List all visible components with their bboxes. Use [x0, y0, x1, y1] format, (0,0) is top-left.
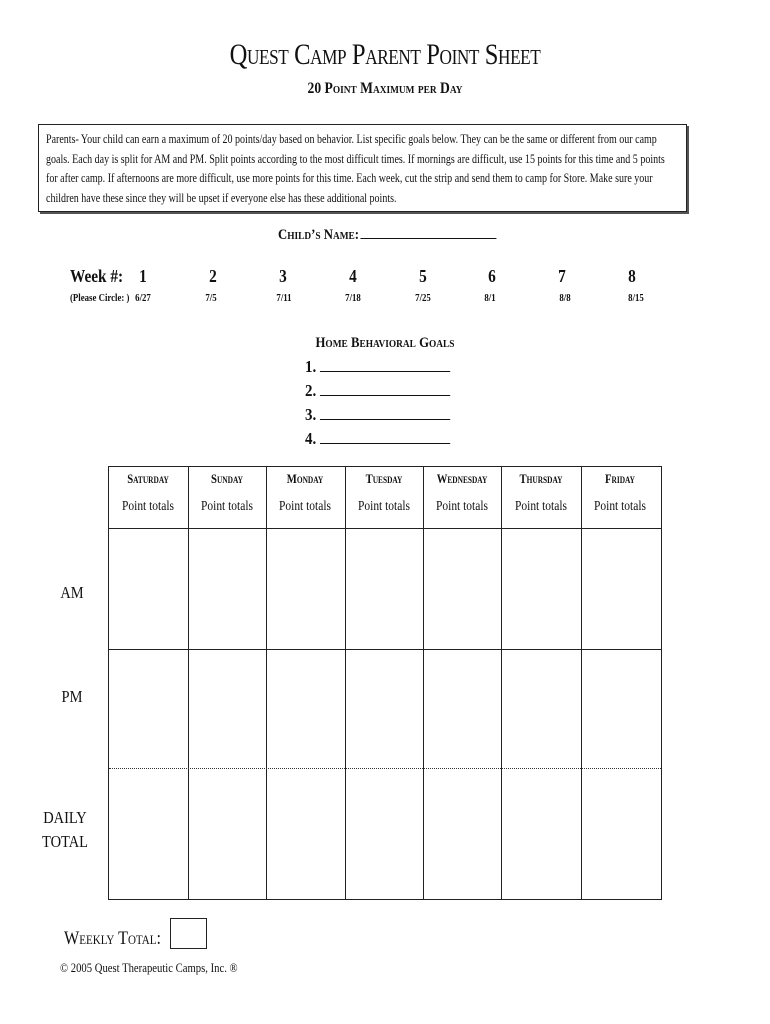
column-divider [581, 467, 582, 899]
goal-line[interactable] [320, 380, 450, 396]
goal-row[interactable] [305, 356, 450, 377]
week-date: 7/11 [276, 292, 292, 304]
week-date: 8/15 [628, 292, 644, 304]
week-number[interactable]: 4 [349, 266, 357, 286]
goal-line[interactable] [320, 404, 450, 420]
week-label: Week #: [70, 266, 124, 286]
point-totals-label: Point totals [279, 499, 331, 514]
day-header-saturday: Saturday [127, 471, 169, 486]
day-header-tuesday: Tuesday [365, 471, 403, 486]
goal-number: 1. [305, 357, 317, 376]
week-number[interactable]: 6 [488, 266, 496, 286]
week-date: 8/8 [559, 292, 571, 304]
column-divider [423, 467, 424, 899]
goal-number: 3. [305, 405, 317, 424]
header-divider [109, 528, 661, 529]
page-title: Quest Camp Parent Point Sheet [229, 38, 541, 71]
day-header-sunday: Sunday [211, 471, 243, 486]
day-header-wednesday: Wednesday [436, 471, 488, 486]
point-totals-label: Point totals [358, 499, 410, 514]
child-name-label: Child’s Name: [278, 227, 360, 243]
week-number[interactable]: 2 [209, 266, 217, 286]
day-header-thursday: Thursday [519, 471, 563, 486]
child-name-line[interactable] [361, 224, 497, 239]
goals-title: Home Behavioral Goals [315, 335, 455, 351]
column-divider [188, 467, 189, 899]
point-totals-label: Point totals [122, 499, 174, 514]
goal-row[interactable] [305, 428, 450, 449]
week-number[interactable]: 7 [558, 266, 566, 286]
goal-line[interactable] [320, 356, 450, 372]
row-label-daily-total [35, 806, 95, 854]
goal-row[interactable] [305, 404, 450, 425]
week-date: 7/18 [345, 292, 361, 304]
week-date: 7/25 [415, 292, 431, 304]
point-totals-label: Point totals [594, 499, 646, 514]
goal-number: 2. [305, 381, 317, 400]
child-name-field[interactable] [278, 224, 497, 244]
week-number[interactable]: 8 [628, 266, 636, 286]
copyright-text: © 2005 Quest Therapeutic Camps, Inc. ® [60, 960, 238, 975]
row-label-daily: DAILY [43, 808, 87, 827]
instructions-text: Parents- Your child can earn a maximum of 20 points/day based on behavior. List specific goals below. They can be the same or different from our camp goals. Each day is split for AM and PM. Split points according to the most difficult times. If mornings are difficult, use 15 points for this time and 5 points for after camp. If afternoons are more difficult, use more points for this time. Each week, cut the strip and send them to camp for Store. Make sure your children have these since they will be upset if everyone else has these additional points. [46, 131, 665, 205]
point-totals-label: Point totals [436, 499, 488, 514]
please-circle-label: (Please Circle: ) [70, 292, 130, 304]
week-date: 7/5 [205, 292, 217, 304]
weekly-total-box[interactable] [170, 918, 207, 949]
week-number[interactable]: 1 [139, 266, 147, 286]
point-totals-label: Point totals [201, 499, 253, 514]
goal-line[interactable] [320, 428, 450, 444]
row-label-pm: PM [61, 687, 83, 706]
row-label-am: AM [60, 583, 84, 602]
week-date: 6/27 [135, 292, 151, 304]
point-totals-label: Point totals [515, 499, 567, 514]
goal-number: 4. [305, 429, 317, 448]
week-date: 8/1 [484, 292, 496, 304]
weekly-total-label: Weekly Total: [64, 928, 162, 949]
column-divider [501, 467, 502, 899]
row-divider [109, 649, 661, 650]
row-divider-dotted [109, 768, 661, 769]
day-header-monday: Monday [286, 471, 324, 486]
week-number[interactable]: 5 [419, 266, 427, 286]
page-subtitle: 20 Point Maximum per Day [307, 80, 463, 97]
column-divider [266, 467, 267, 899]
week-number[interactable]: 3 [279, 266, 287, 286]
row-label-total: TOTAL [42, 832, 88, 851]
day-header-friday: Friday [604, 471, 636, 486]
column-divider [345, 467, 346, 899]
goal-row[interactable] [305, 380, 450, 401]
points-table [108, 466, 662, 900]
